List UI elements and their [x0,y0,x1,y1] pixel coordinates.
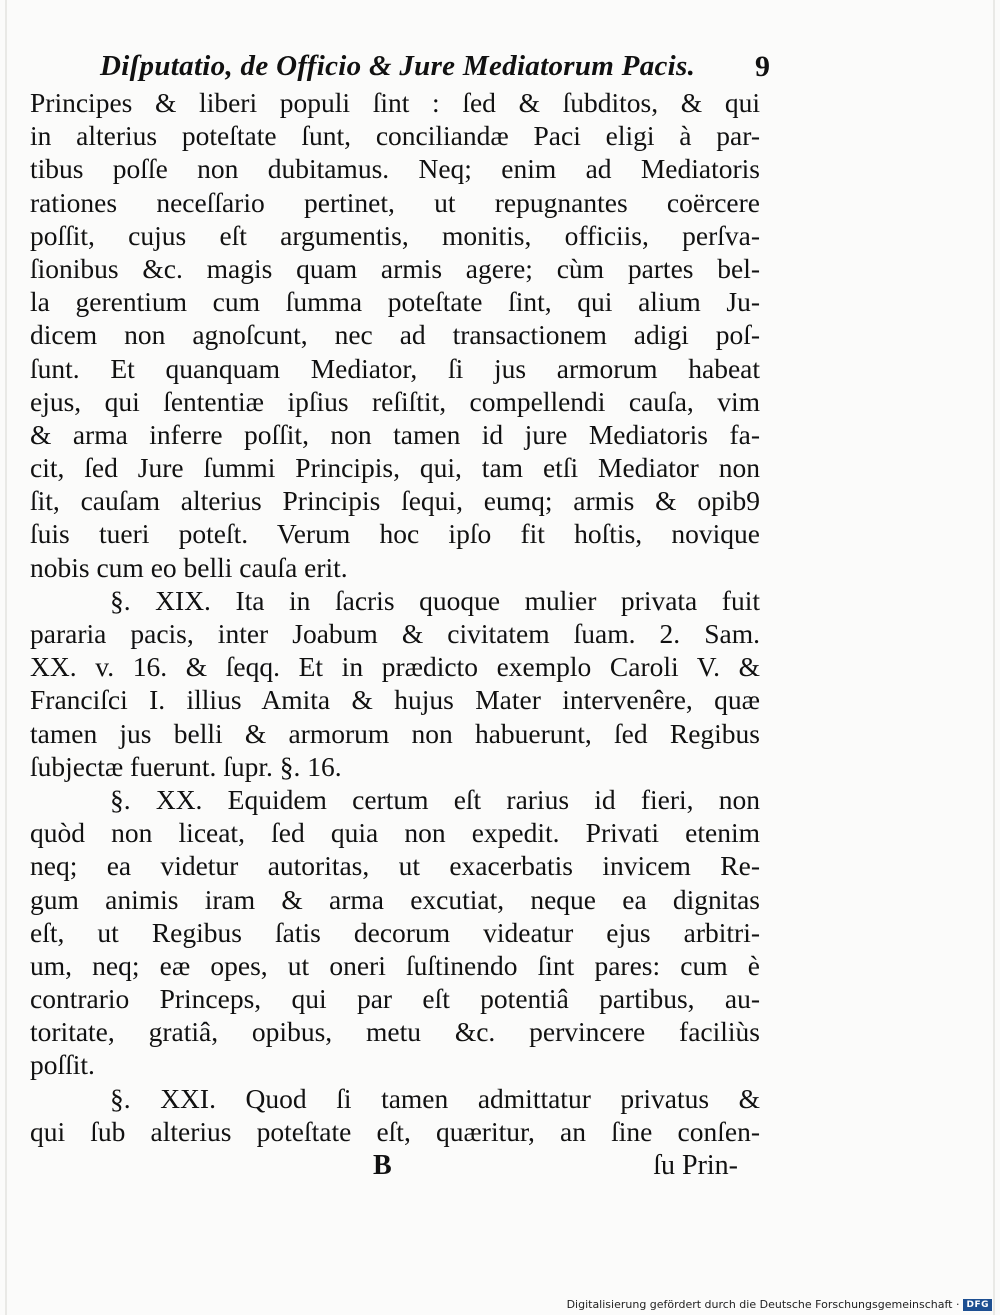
digitization-credit [567,1298,992,1311]
text-line: nobis cum eo belli cauſa erit. [30,551,348,583]
page-number: 9 [755,50,770,83]
section-heading-line: §. XIX. Ita in ſacris quoque mulier privata fuit [110,584,760,616]
text-line: neq; ea videtur autoritas, ut exacerbatis invicem Re- [30,850,760,882]
text-line: contrario Princeps, qui par eſt potentiâ partibus, au- [30,983,760,1015]
text-line: Principes & liberi populi ſint : ſed & ſubditos, & qui [30,87,760,118]
text-line: toritate, gratiâ, opibus, metu &c. pervincere faciliùs [30,1016,760,1048]
page-edge-left [5,0,7,1315]
text-line: ejus, qui ſententiæ ipſius reſiſtit, compellendi cauſa, vim [30,385,760,417]
dfg-logo: DFG [963,1299,992,1311]
page-edge-right [993,0,995,1315]
text-line: tamen jus belli & armorum non habuerunt, ſed Regibus [30,717,760,749]
text-line: eſt, ut Regibus ſatis decorum videatur ejus arbitri- [30,916,760,948]
text-line: poſſit. [30,1049,95,1081]
page-footer [30,1150,760,1186]
body-text [30,86,760,1148]
text-line: ſuis tueri poteſt. Verum hoc ipſo fit hoſtis, novique [30,518,760,550]
text-line: & arma inferre poſſit, non tamen id jure Mediatoris fa- [30,418,760,450]
credit-text: Digitalisierung gefördert durch die Deutsche Forschungsgemeinschaft · [566,1298,960,1311]
text-line: cit, ſed Jure ſummi Principis, qui, tam etſi Mediator non [30,452,760,484]
text-line: quòd non liceat, ſed quia non expedit. Privati etenim [30,817,760,849]
section-heading-line: §. XXI. Quod ſi tamen admittatur privatus & [110,1082,760,1114]
section-heading-line: §. XX. Equidem certum eſt rarius id fieri, non [110,783,760,815]
text-line: um, neq; eæ opes, ut oneri ſuſtinendo ſint pares: cum è [30,949,760,981]
text-line: ſionibus &c. magis quam armis agere; cùm partes bel- [30,252,760,284]
text-line: ſunt. Et quanquam Mediator, ſi jus armorum habeat [30,352,760,384]
text-line: ſit, cauſam alterius Principis ſequi, eumq; armis & opib9 [30,485,760,517]
running-title: Diſputatio, de Officio & Jure Mediatorum Pacis. [100,50,696,82]
text-line: tibus poſſe non dubitamus. Neq; enim ad Mediatoris [30,153,760,185]
text-line: ſubjectæ fuerunt. ſupr. §. 16. [30,750,342,782]
text-line: rationes neceſſario pertinet, ut repugnantes coërcere [30,186,760,218]
text-line: Franciſci I. illius Amita & hujus Mater intervenêre, quæ [30,684,760,716]
catchword: ſu Prin- [653,1150,738,1181]
text-line: gum animis iram & arma excutiat, neque ea dignitas [30,883,760,915]
page-header [100,50,770,90]
text-line: qui ſub alterius poteſtate eſt, quæritur, an ſine conſen- [30,1115,760,1147]
text-line: poſſit, cujus eſt argumentis, monitis, officiis, perſva- [30,219,760,251]
text-line: la gerentium cum ſumma poteſtate ſint, qui alium Ju- [30,286,760,318]
text-line: dicem non agnoſcunt, nec ad transactionem adigi poſ- [30,319,760,351]
text-line: in alterius poteſtate ſunt, conciliandæ Paci eligi à par- [30,120,760,152]
text-line: XX. v. 16. & ſeqq. Et in prædicto exemplo Caroli V. & [30,651,760,683]
signature-mark: B [373,1150,392,1181]
text-line: pararia pacis, inter Joabum & civitatem ſuam. 2. Sam. [30,618,760,649]
